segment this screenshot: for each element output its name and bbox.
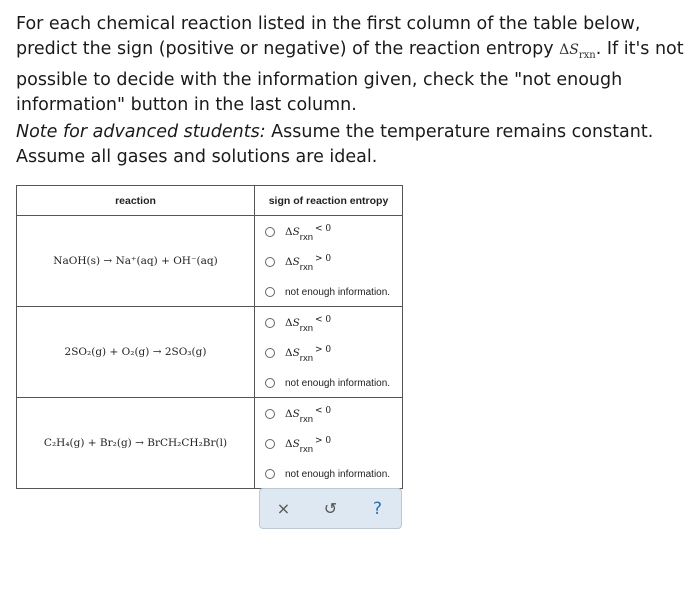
- option-not-enough-info[interactable]: not enough information.: [265, 284, 390, 300]
- option-negative[interactable]: ΔSrxn< 0: [265, 315, 331, 331]
- radio-button[interactable]: [265, 409, 275, 419]
- reaction-equation: [17, 398, 255, 489]
- reaction-1: NaOH(s) → Na⁺(aq) + OH⁻(aq): [53, 255, 218, 267]
- radio-button[interactable]: [265, 469, 275, 479]
- option-positive[interactable]: ΔSrxn> 0: [265, 345, 331, 361]
- reaction-3: C₂H₄(g) + Br₂(g) → BrCH₂CH₂Br(l): [43, 437, 228, 449]
- clear-button[interactable]: [266, 495, 302, 523]
- close-icon: ×: [276, 499, 291, 518]
- radio-button[interactable]: [265, 348, 275, 358]
- note-label: Note for advanced students:: [16, 122, 266, 142]
- reaction-2: 2SO₂(g) + O₂(g) → 2SO₃(g): [64, 346, 207, 358]
- reaction-equation: [17, 307, 255, 398]
- table-row: [17, 216, 403, 307]
- help-button[interactable]: [360, 495, 396, 523]
- reaction-table: [16, 185, 403, 489]
- radio-button[interactable]: [265, 287, 275, 297]
- entropy-symbol: $\Delta S_{rxn}$: [559, 42, 596, 61]
- radio-button[interactable]: [265, 257, 275, 267]
- undo-button[interactable]: [313, 495, 349, 523]
- advanced-note: Note for advanced students: Assume the temperature remains constant. Assume all gases and solutions are ideal.: [16, 122, 654, 167]
- option-positive[interactable]: ΔSrxn> 0: [265, 254, 331, 270]
- table-row: [17, 307, 403, 398]
- table-row: [17, 398, 403, 489]
- radio-button[interactable]: [265, 318, 275, 328]
- option-positive[interactable]: ΔSrxn> 0: [265, 436, 331, 452]
- header-sign: sign of reaction entropy: [255, 186, 403, 216]
- option-not-enough-info[interactable]: not enough information.: [265, 375, 390, 391]
- action-toolbar: [259, 488, 402, 529]
- undo-icon: ↺: [323, 499, 338, 518]
- option-negative[interactable]: ΔSrxn< 0: [265, 406, 331, 422]
- radio-button[interactable]: [265, 227, 275, 237]
- reaction-equation: [17, 216, 255, 307]
- option-negative[interactable]: ΔSrxn< 0: [265, 224, 331, 240]
- instructions-text: For each chemical reaction listed in the first column of the table below, predict the sign (positive or negative) of the reaction entropy $\Delta S_{rxn}$. If it's not possible to decide with the information given, check the "not enough information" button in the last column.: [16, 14, 684, 115]
- radio-button[interactable]: [265, 439, 275, 449]
- radio-button[interactable]: [265, 378, 275, 388]
- header-reaction: reaction: [17, 186, 255, 216]
- option-not-enough-info[interactable]: not enough information.: [265, 466, 390, 482]
- help-icon: ?: [372, 498, 383, 519]
